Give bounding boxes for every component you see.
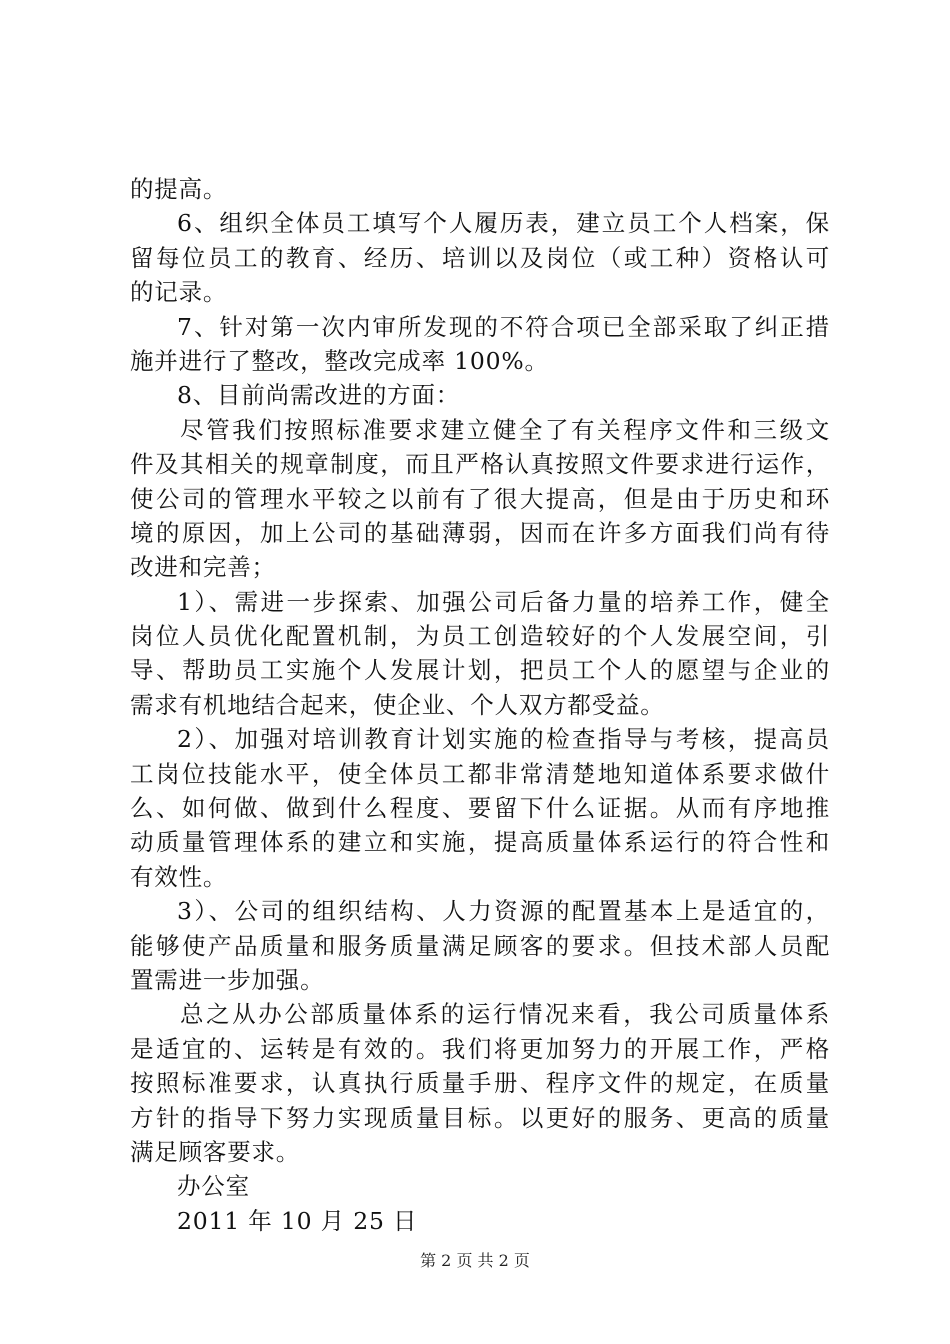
text-line: 动质量管理体系的建立和实施，提高质量体系运行的符合性和 — [130, 828, 830, 857]
document-body — [130, 172, 830, 1238]
text-line: 尽管我们按照标准要求建立健全了有关程序文件和三级文 — [180, 415, 830, 444]
text-line: 境的原因，加上公司的基础薄弱，因而在许多方面我们尚有待 — [130, 518, 830, 547]
text-line: 改进和完善； — [130, 553, 276, 582]
text-line: 总之从办公部质量体系的运行情况来看，我公司质量体系 — [180, 1000, 830, 1029]
text-line: 的提高。 — [130, 175, 228, 203]
text-line: 能够使产品质量和服务质量满足顾客的要求。但技术部人员配 — [130, 931, 830, 960]
text-line: 1）、需进一步探索、加强公司后备力量的培养工作，健全 — [177, 587, 830, 616]
text-line: 留每位员工的教育、经历、培训以及岗位（或工种）资格认可 — [130, 243, 830, 272]
text-line: 按照标准要求，认真执行质量手册、程序文件的规定，在质量 — [130, 1069, 830, 1098]
text-line: 置需进一步加强。 — [130, 965, 325, 994]
text-line: 导、帮助员工实施个人发展计划，把员工个人的愿望与企业的 — [130, 656, 830, 685]
text-line: 件及其相关的规章制度，而且严格认真按照文件要求进行运作， — [130, 450, 830, 479]
text-line: 办公室 — [177, 1172, 250, 1201]
text-line: 7、针对第一次内审所发现的不符合项已全部采取了纠正措 — [177, 312, 830, 341]
text-line: 8、目前尚需改进的方面： — [177, 381, 461, 410]
text-line: 么、如何做、做到什么程度、要留下什么证据。从而有序地推 — [130, 794, 830, 823]
text-line: 方针的指导下努力实现质量目标。以更好的服务、更高的质量 — [130, 1103, 830, 1132]
text-line: 2）、加强对培训教育计划实施的检查指导与考核，提高员 — [177, 725, 830, 754]
text-line: 3）、公司的组织结构、人力资源的配置基本上是适宜的， — [177, 897, 830, 926]
text-line: 使公司的管理水平较之以前有了很大提高，但是由于历史和环 — [130, 484, 830, 513]
page-footer: 第 2 页 共 2 页 — [420, 1251, 530, 1270]
text-line: 工岗位技能水平，使全体员工都非常清楚地知道体系要求做什 — [130, 759, 830, 788]
text-line: 是适宜的、运转是有效的。我们将更加努力的开展工作，严格 — [130, 1034, 830, 1063]
text-line: 6、组织全体员工填写个人履历表，建立员工个人档案，保 — [177, 209, 830, 238]
text-line: 2011 年 10 月 25 日 — [177, 1206, 418, 1235]
text-line: 的记录。 — [130, 278, 228, 307]
text-line: 需求有机地结合起来，使企业、个人双方都受益。 — [130, 690, 665, 719]
text-line: 岗位人员优化配置机制，为员工创造较好的个人发展空间，引 — [130, 622, 830, 651]
text-line: 满足顾客要求。 — [130, 1137, 301, 1166]
text-line: 施并进行了整改，整改完成率 100%。 — [130, 346, 549, 375]
text-line: 有效性。 — [130, 862, 228, 891]
